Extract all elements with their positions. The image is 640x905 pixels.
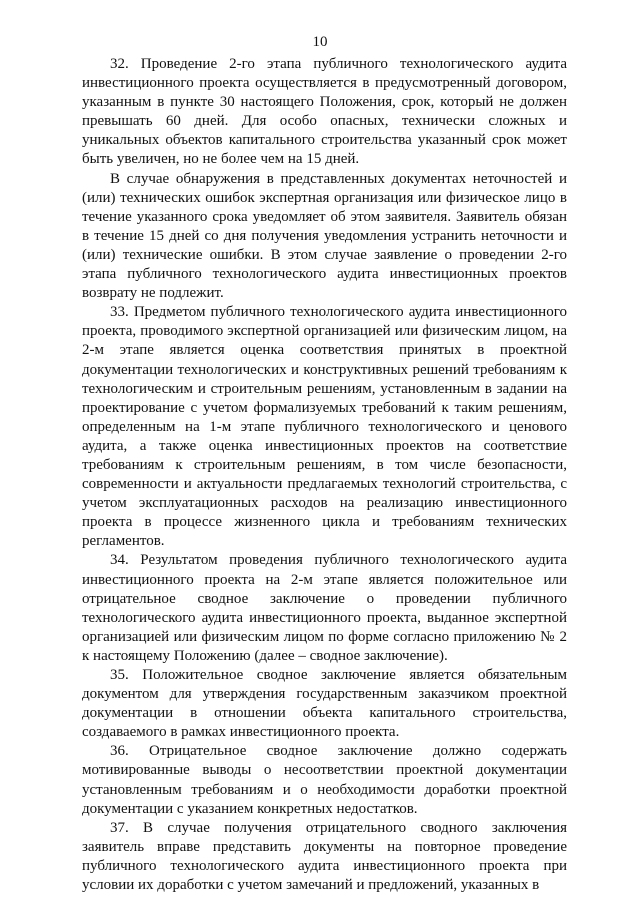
paragraph-34: 34. Результатом проведения публичного технологического аудита инвестиционного проекта на 2-м этапе является положительное или отрицательное сводное заключение о проведении публичного технологического аудита инвестиционного проекта, выданное экспертной организацией или физическим лицом по форме согласно приложению № 2 к настоящему Положению (далее – сводное заключение).	[82, 552, 567, 664]
document-body	[82, 55, 567, 895]
paragraph-32-continuation: В случае обнаружения в представленных документах неточностей и (или) технических ошибок экспертная организация или физическое лицо в течение указанного срока уведомляет об этом заявителя. Заявитель обязан в течение 15 дней со дня получения уведомления устранить неточности и (или) технические ошибки. В этом случае заявление о проведении 2-го этапа публичного технологического аудита инвестиционных проектов возврату не подлежит.	[82, 170, 567, 302]
paragraph-33: 33. Предметом публичного технологического аудита инвестиционного проекта, проводимого экспертной организацией или физическим лицом, на 2-м этапе является оценка соответствия принятых в проектной документации технологических и конструктивных решений требованиям к технологическим и строительным решениям, установленным в задании на проектирование с учетом формализуемых требований к таким решениям, определенным на 1-м этапе публичного технологического и ценового аудита, а также оценка инвестиционных проектов на соответствие требованиям к строительным решениям, в том числе безопасности, современности и актуальности предлагаемых технологий строительства, с учетом эксплуатационных расходов на реализацию инвестиционного проекта в процессе жизненного цикла и требованиям технических регламентов.	[82, 304, 567, 550]
paragraph-37: 37. В случае получения отрицательного сводного заключения заявитель вправе представить документы на повторное проведение публичного технологического аудита инвестиционного проекта при условии их доработки с учетом замечаний и предложений, указанных в	[82, 819, 567, 894]
paragraph-35: 35. Положительное сводное заключение является обязательным документом для утверждения государственным заказчиком проектной документации в отношении объекта капитального строительства, создаваемого в рамках инвестиционного проекта.	[82, 667, 567, 741]
page-number: 10	[312, 34, 328, 50]
paragraph-32: 32. Проведение 2-го этапа публичного технологического аудита инвестиционного проекта осуществляется в предусмотренный договором, указанным в пункте 30 настоящего Положения, срок, который не должен превышать 60 дней. Для особо опасных, технически сложных и уникальных объектов капитального строительства указанный срок может быть увеличен, но не более чем на 15 дней.	[82, 56, 567, 168]
paragraph-36: 36. Отрицательное сводное заключение должно содержать мотивированные выводы о несоответствии проектной документации установленным требованиям и о необходимости доработки проектной документации с указанием конкретных недостатков.	[82, 743, 567, 817]
